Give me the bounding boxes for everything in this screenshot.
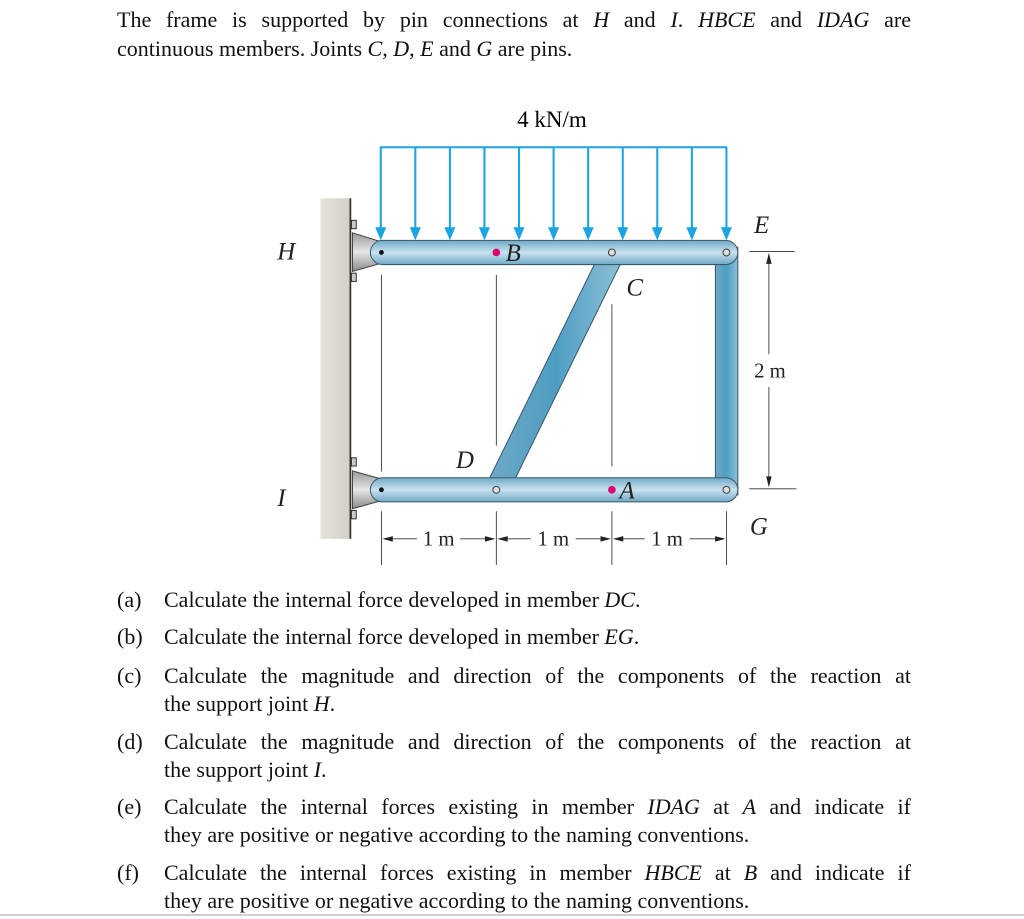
text-segment: . (329, 691, 336, 716)
italic-symbol: I (670, 7, 678, 32)
load-arrow-head (479, 227, 490, 240)
load-arrow-head (514, 227, 525, 240)
label-h: H (277, 238, 296, 266)
italic-symbol: DC (604, 587, 635, 612)
italic-symbol: IDAG (816, 7, 870, 32)
page-bottom-border (0, 914, 1024, 916)
text-segment: Calculate the internal forces existing in member (164, 860, 645, 885)
text-segment: the support joint (164, 691, 314, 716)
text-segment: Calculate the internal forces existing in member (164, 794, 648, 819)
text-line (117, 5, 911, 34)
load-label: 4 kN/m (517, 107, 587, 132)
load-arrow-head (686, 227, 697, 240)
load-arrow-head (617, 227, 628, 240)
text-segment: Calculate the internal force developed in member (164, 587, 605, 612)
text-segment: at (701, 860, 744, 885)
text-segment: Calculate the internal force developed in member (164, 624, 605, 649)
italic-symbol: A (742, 794, 757, 819)
question-label: (f) (117, 860, 139, 885)
dim-span-3: 1 m (651, 528, 683, 551)
italic-symbol: C (367, 36, 383, 61)
text-segment: they are positive or negative according to the naming conventions. (164, 822, 750, 847)
italic-symbol: H (593, 7, 610, 32)
member-idag (370, 477, 737, 505)
text-line (164, 821, 911, 849)
text-segment: , (409, 36, 421, 61)
load-arrow-head (444, 227, 455, 240)
wall (320, 198, 350, 539)
question-item (117, 793, 911, 849)
text-line (164, 662, 911, 690)
italic-symbol: H (313, 691, 330, 716)
question-item (117, 662, 911, 718)
italic-symbol: E (420, 36, 434, 61)
text-segment: The frame is supported by pin connections at (117, 7, 594, 32)
text-segment: and (433, 36, 477, 61)
pin-i (379, 487, 384, 492)
text-line (164, 623, 911, 651)
problem-statement (117, 5, 911, 63)
label-d: D (455, 447, 474, 475)
load-arrow-head (721, 227, 732, 240)
text-segment: and (609, 7, 671, 32)
label-i: I (277, 485, 286, 513)
label-b: B (505, 240, 521, 268)
label-e: E (754, 211, 770, 239)
text-segment: at (699, 794, 743, 819)
point-b (493, 249, 501, 257)
italic-symbol: HBCE (644, 860, 702, 885)
question-text (164, 859, 911, 915)
italic-symbol: EG (604, 624, 634, 649)
text-segment: they are positive or negative according to the naming conventions. (164, 888, 750, 913)
text-segment: are pins. (492, 36, 573, 61)
dim-span-1: 1 m (422, 528, 455, 551)
question-label: (b) (117, 624, 143, 649)
question-text (164, 662, 911, 718)
label-c: C (626, 274, 643, 302)
text-segment: and indicate if (756, 794, 911, 819)
question-label: (d) (117, 729, 143, 754)
member-eg (715, 247, 737, 495)
question-text (164, 586, 911, 614)
text-line (164, 690, 911, 718)
text-segment: Calculate the magnitude and direction of the components of the reaction at (164, 729, 911, 754)
italic-symbol: B (743, 860, 758, 885)
text-segment: . (677, 7, 699, 32)
member-hbce (370, 240, 737, 264)
question-item (117, 728, 911, 784)
text-line (164, 859, 911, 887)
text-segment: . (634, 587, 641, 612)
load-arrow-head (548, 227, 559, 240)
load-arrow-head (375, 227, 386, 240)
text-segment: and (755, 7, 817, 32)
frame-diagram (240, 95, 820, 565)
load-arrow-head (652, 227, 663, 240)
label-g: G (749, 513, 768, 541)
text-segment: . (633, 624, 640, 649)
text-segment: the support joint (164, 757, 314, 782)
question-label: (e) (117, 794, 142, 819)
text-segment: Calculate the magnitude and direction of the components of the reaction at (164, 663, 911, 688)
text-line (164, 887, 911, 915)
label-a: A (619, 477, 635, 505)
point-a (608, 486, 616, 494)
italic-symbol: HBCE (698, 7, 756, 32)
italic-symbol: IDAG (647, 794, 700, 819)
question-item (117, 586, 911, 614)
text-segment: , (382, 36, 394, 61)
distributed-load (375, 147, 732, 240)
dim-span-2: 1 m (537, 528, 570, 551)
load-arrow-head (583, 227, 594, 240)
text-line (164, 793, 911, 821)
italic-symbol: D (393, 36, 410, 61)
pin-h (379, 250, 384, 255)
question-label: (c) (117, 663, 142, 688)
question-label: (a) (117, 587, 142, 612)
question-text (164, 793, 911, 849)
question-text (164, 728, 911, 784)
italic-symbol: G (476, 36, 493, 61)
text-line (164, 586, 911, 614)
question-item (117, 859, 911, 915)
text-line (164, 728, 911, 756)
text-line (117, 34, 911, 63)
text-segment: . (321, 757, 327, 782)
text-segment: are (869, 7, 912, 32)
text-line (164, 756, 911, 784)
question-item (117, 623, 911, 651)
dim-height: 2 m (754, 360, 786, 383)
question-text (164, 623, 911, 651)
member-dc (489, 264, 620, 479)
italic-symbol: I (313, 757, 322, 782)
text-segment: and indicate if (757, 860, 911, 885)
pins (493, 249, 730, 493)
load-arrow-head (410, 227, 421, 240)
text-segment: continuous members. Joints (117, 36, 368, 61)
